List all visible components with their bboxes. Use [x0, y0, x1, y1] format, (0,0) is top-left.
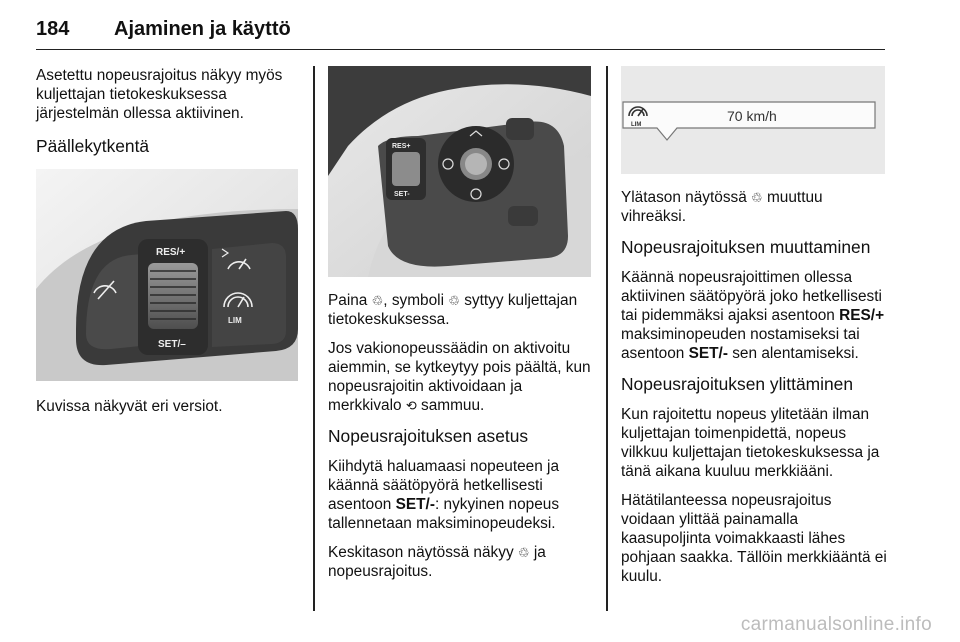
section-heading: Päällekytkentä	[36, 136, 150, 156]
column-3	[621, 66, 889, 596]
switch-photo	[36, 169, 298, 381]
paragraph-exceed: Kun rajoitettu nopeus ylitetään ilman kuljettajan toimenpidettä, nopeus vilkkuu kuljettajan tietokeskuksessa ja tänä aikana kuuluu merkkiääni.	[621, 406, 880, 480]
paragraph-press: Paina ♲, symboli ♲ syttyy kuljettajan tietokeskuksessa.	[328, 292, 578, 328]
column-divider	[313, 66, 315, 611]
speed-limiter-icon: ♲	[371, 294, 384, 309]
lim-label: LIM	[228, 316, 242, 325]
section-heading: Nopeusrajoituksen asetus	[328, 426, 529, 446]
set-label: SET-	[394, 191, 410, 198]
res-label: RES/+	[156, 247, 186, 258]
paragraph-green: Ylätason näytössä ♲ muuttuu vihreäksi.	[621, 189, 823, 225]
cruise-control-icon: ⟲	[405, 399, 417, 414]
page-header	[36, 16, 885, 50]
display-speed: 70 km/h	[727, 108, 777, 124]
set-label: SET/–	[158, 339, 186, 350]
figure-caption: Kuvissa näkyvät eri versiot.	[36, 398, 223, 415]
display-photo	[621, 66, 885, 174]
intro-paragraph: Asetettu nopeusrajoitus näkyy myös kuljettajan tietokeskuksessa järjestelmän ollessa aktiivinen.	[36, 67, 283, 122]
paragraph-set: Kiihdytä haluamaasi nopeuteen ja käännä säätöpyörä hetkellisesti asentoon SET/-: nykyinen nopeus tallennetaan maksiminopeudeksi.	[328, 458, 560, 532]
steering-wheel-photo	[328, 66, 591, 277]
section-heading: Nopeusrajoituksen muuttaminen	[621, 237, 871, 257]
page-number: 184	[36, 18, 70, 40]
speed-limiter-icon: ♲	[448, 294, 460, 309]
column-divider	[606, 66, 608, 611]
paragraph-change: Käännä nopeusrajoittimen ollessa aktiivinen säätöpyörä joko hetkellisesti tai pidemmäksi ajaksi asentoon RES/+ maksiminopeuden nostamiseksi tai asentoon SET/- sen alentamiseksi.	[621, 269, 885, 362]
lim-label: LIM	[631, 122, 642, 128]
paragraph-display: Keskitason näytössä näkyy ♲ ja nopeusrajoitus.	[328, 544, 546, 580]
paragraph-cruise-off: Jos vakionopeussäädin on aktivoitu aiemmin, se kytkeytyy pois päältä, kun nopeusrajoitin aktivoidaan ja merkkivalo ⟲ sammuu.	[328, 340, 591, 414]
watermark: carmanualsonline.info	[740, 614, 932, 635]
speed-limiter-icon: ♲	[517, 546, 530, 561]
speed-limiter-icon: ♲	[751, 191, 763, 206]
chapter-title: Ajaminen ja käyttö	[114, 18, 291, 40]
res-label: RES+	[392, 143, 411, 150]
paragraph-emergency: Hätätilanteessa nopeusrajoitus voidaan ylittää painamalla kaasupoljinta voimakkaasti lähes pohjaan saakka. Tällöin merkkiääntä ei kuulu.	[621, 492, 887, 585]
section-heading: Nopeusrajoituksen ylittäminen	[621, 374, 853, 394]
column-1	[36, 66, 304, 426]
column-2	[328, 66, 598, 591]
